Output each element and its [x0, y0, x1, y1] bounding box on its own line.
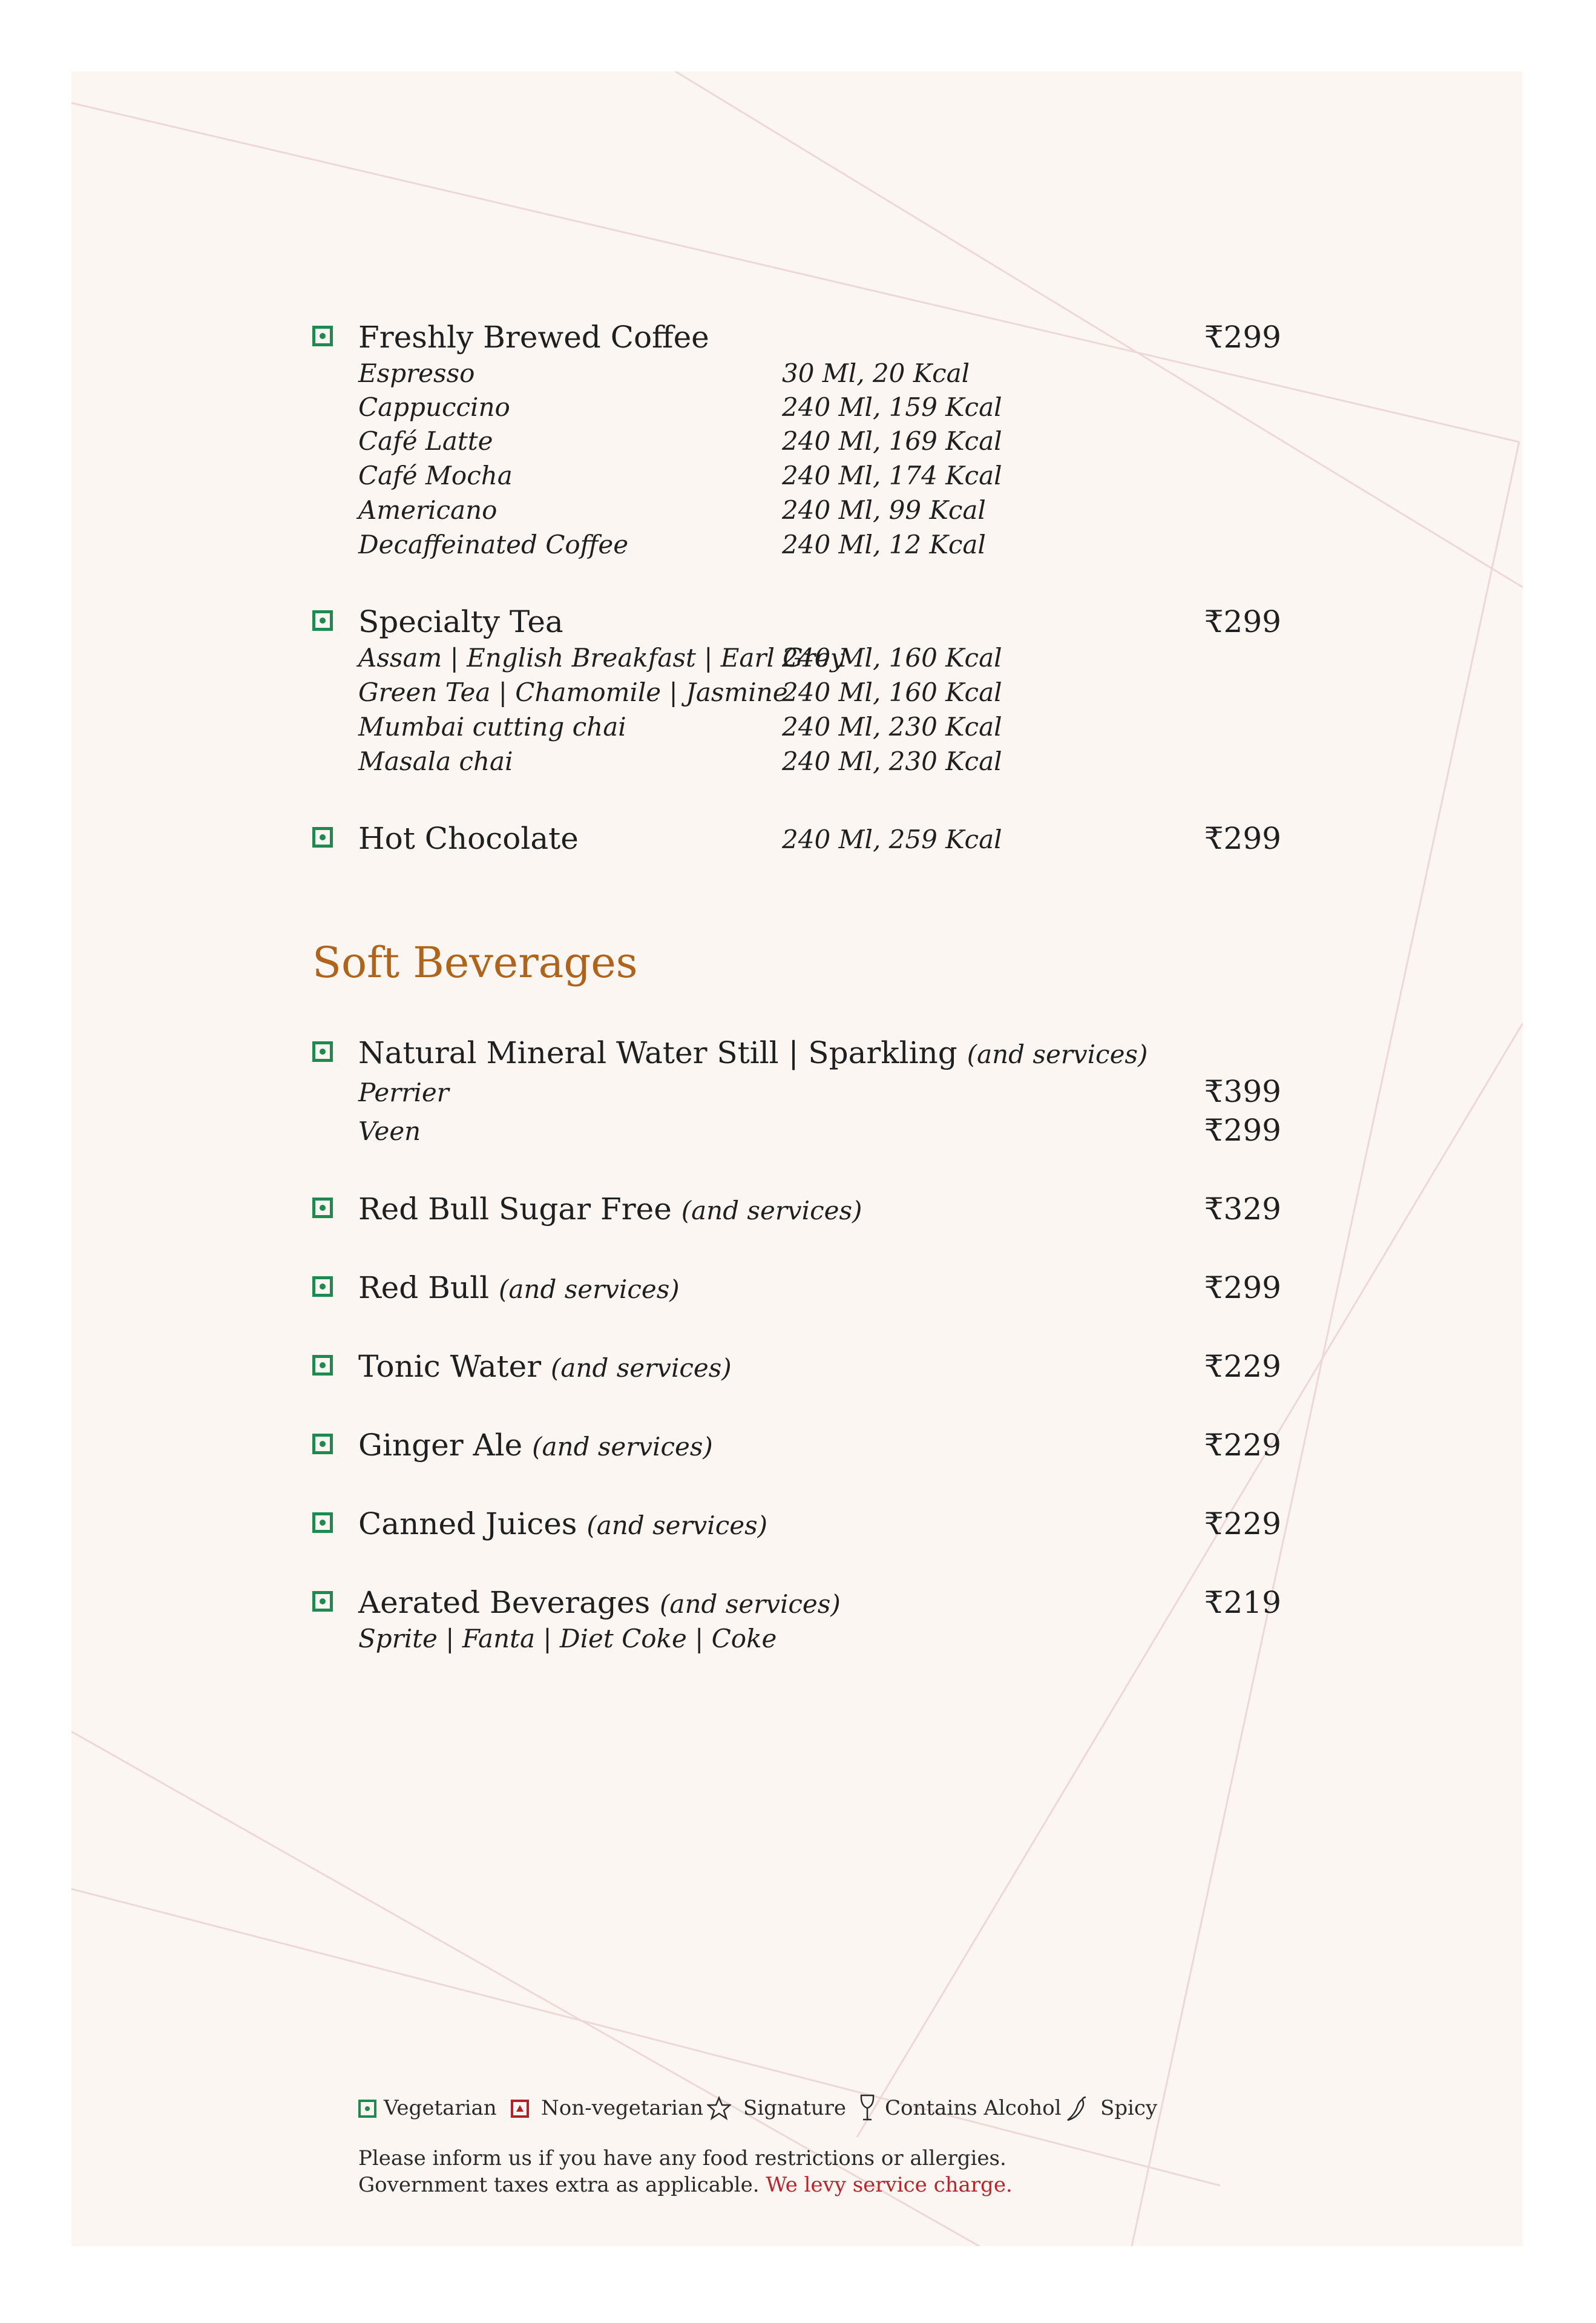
tax-note-text: Government taxes extra as applicable.: [358, 2173, 760, 2197]
sub-item-info: 240 Ml, 174 Kcal: [782, 461, 1002, 490]
item-title: Hot Chocolate: [358, 821, 579, 856]
veg-icon: [312, 1591, 333, 1612]
legend-non-vegetarian: Non-vegetarian: [541, 2096, 704, 2120]
item-price: ₹329: [1204, 1191, 1281, 1227]
item-price: ₹299: [1204, 1270, 1281, 1305]
sub-item-info: 240 Ml, 230 Kcal: [782, 746, 1002, 776]
item-title: Specialty Tea: [358, 604, 563, 639]
item-note: (and services): [498, 1274, 680, 1304]
veg-icon: [312, 1355, 333, 1376]
item-price: ₹299: [1204, 604, 1281, 639]
item-title: [358, 1351, 732, 1382]
item-title: [358, 1506, 768, 1541]
veg-icon: [312, 827, 333, 848]
sub-item-info: 240 Ml, 160 Kcal: [782, 677, 1002, 707]
item-note: (and services): [551, 1353, 732, 1383]
item-title: [358, 1191, 862, 1227]
wine-glass-icon: [858, 2094, 876, 2124]
item-title: [358, 1428, 713, 1463]
sub-item: Green Tea | Chamomile | Jasmine: [358, 677, 788, 707]
item-title-text: Red Bull Sugar Free: [358, 1191, 672, 1227]
sub-item-info: 240 Ml, 159 Kcal: [782, 392, 1002, 422]
allergy-note: Please inform us if you have any food restrictions or allergies.: [358, 2146, 1007, 2170]
star-icon: [707, 2096, 731, 2120]
sub-item: Assam | English Breakfast | Earl Grey: [358, 643, 845, 673]
sub-item-info: 240 Ml, 99 Kcal: [782, 495, 986, 525]
item-note: (and services): [532, 1432, 713, 1461]
tax-note: [358, 2175, 1013, 2195]
item-price: ₹299: [1204, 821, 1281, 856]
veg-icon: [312, 610, 333, 631]
legend-nonveg-icon: [511, 2100, 529, 2118]
section-title: Soft Beverages: [312, 938, 638, 987]
sub-item-info: 240 Ml, 12 Kcal: [782, 530, 986, 559]
sub-item-info: 240 Ml, 230 Kcal: [782, 712, 1002, 742]
sub-item: Perrier: [358, 1078, 449, 1107]
sub-item: Decaffeinated Coffee: [358, 530, 629, 559]
veg-icon: [312, 1512, 333, 1533]
veg-icon: [312, 1198, 333, 1218]
item-title: [358, 1587, 841, 1618]
item-title-text: Aerated Beverages: [358, 1585, 651, 1620]
legend-alcohol: Contains Alcohol: [885, 2096, 1062, 2120]
sub-item: Espresso: [358, 358, 475, 388]
veg-icon: [312, 326, 333, 346]
item-price: ₹299: [1204, 320, 1281, 355]
sub-item-info: 240 Ml, 169 Kcal: [782, 426, 1002, 456]
item-title-text: Tonic Water: [358, 1349, 542, 1384]
item-title-text: Canned Juices: [358, 1506, 577, 1541]
item-title-text: Ginger Ale: [358, 1428, 523, 1463]
item-note: (and services): [660, 1589, 841, 1619]
sub-item: Café Mocha: [358, 461, 513, 490]
sub-item: Mumbai cutting chai: [358, 712, 626, 742]
sub-item-info: 240 Ml, 160 Kcal: [782, 643, 1002, 673]
item-title: Freshly Brewed Coffee: [358, 320, 709, 355]
item-note: (and services): [967, 1040, 1148, 1069]
legend-vegetarian: Vegetarian: [384, 2096, 497, 2120]
sub-item: Sprite | Fanta | Diet Coke | Coke: [358, 1624, 777, 1653]
item-title: [358, 1035, 1148, 1070]
legend-signature: Signature: [743, 2096, 847, 2120]
item-price: ₹219: [1204, 1585, 1281, 1620]
legend-veg-icon: [358, 2100, 376, 2118]
veg-icon: [312, 1434, 333, 1454]
item-price: ₹229: [1204, 1506, 1281, 1541]
sub-item-info: 30 Ml, 20 Kcal: [782, 358, 970, 388]
item-note: (and services): [586, 1511, 768, 1540]
chili-icon: [1064, 2096, 1088, 2123]
legend-spicy: Spicy: [1100, 2096, 1158, 2120]
item-title-text: Natural Mineral Water Still | Sparkling: [358, 1035, 957, 1070]
sub-item: Veen: [358, 1116, 421, 1146]
sub-item: Americano: [358, 495, 498, 525]
sub-item: Masala chai: [358, 746, 513, 776]
sub-item-price: ₹399: [1204, 1074, 1281, 1109]
item-price: ₹229: [1204, 1428, 1281, 1463]
item-info: 240 Ml, 259 Kcal: [782, 825, 1002, 854]
sub-item-price: ₹299: [1204, 1113, 1281, 1148]
item-price: ₹229: [1204, 1349, 1281, 1384]
sub-item: Café Latte: [358, 426, 493, 456]
item-title: [358, 1270, 680, 1305]
sub-item: Cappuccino: [358, 392, 510, 422]
veg-icon: [312, 1041, 333, 1062]
item-title-text: Red Bull: [358, 1270, 490, 1305]
item-note: (and services): [681, 1196, 862, 1225]
service-charge-note: We levy service charge.: [766, 2173, 1013, 2197]
veg-icon: [312, 1276, 333, 1297]
